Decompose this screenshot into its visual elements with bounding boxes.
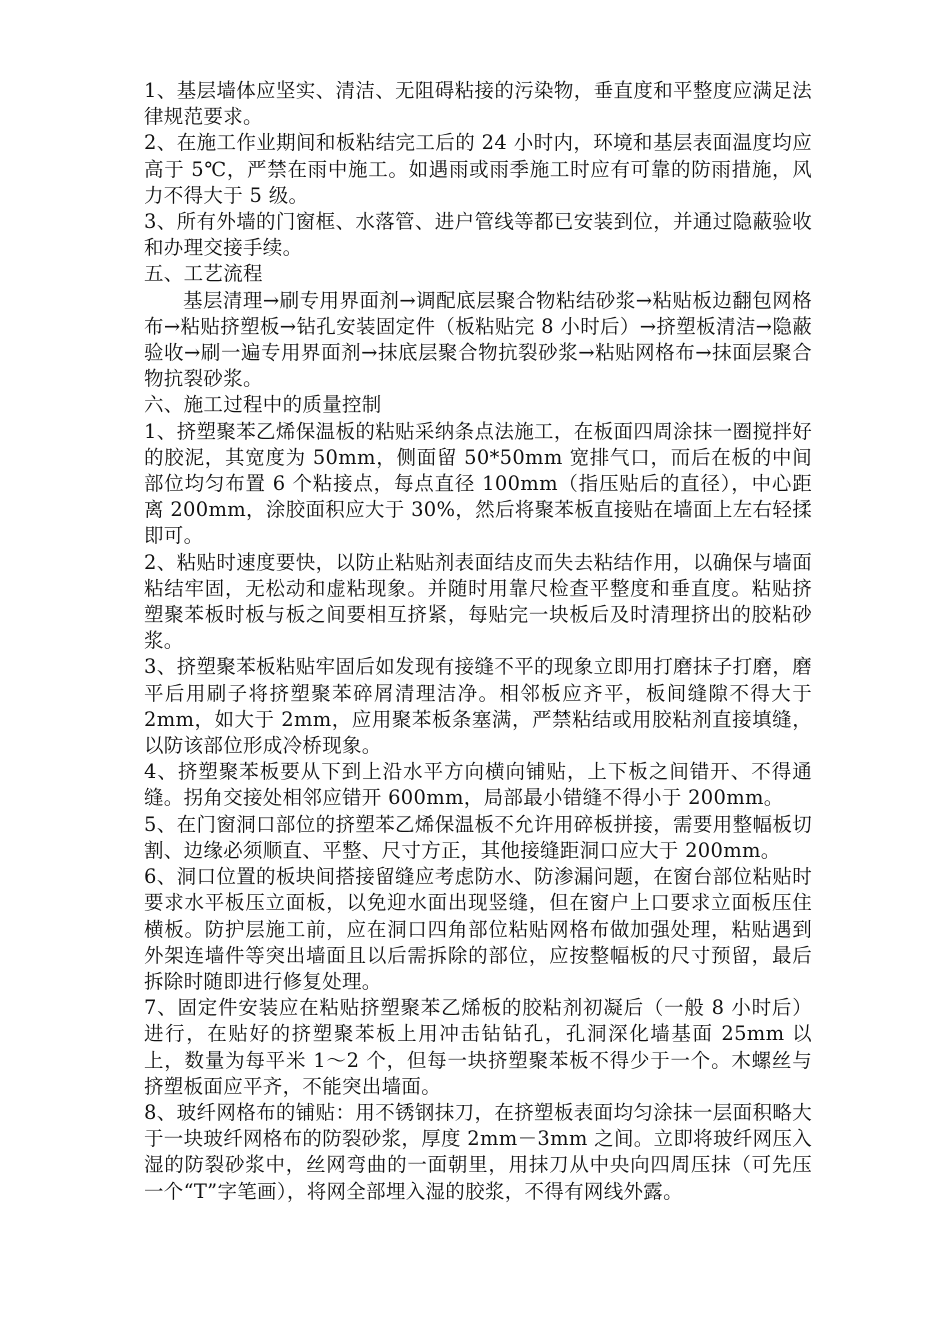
quality-item-7: 7、固定件安装应在粘贴挤塑聚苯乙烯板的胶粘剂初凝后（一般 8 小时后）进行，在贴好的挤塑聚苯板上用冲击钻钻孔，孔洞深化墙基面 25mm 以上，数量为每平米 1～2 个，但每一块挤塑聚苯板不得少于一个。木螺丝与挤塑板面应平齐，不能突出墙面。 [144, 996, 812, 1098]
quality-item-1: 1、挤塑聚苯乙烯保温板的粘贴采纳条点法施工，在板面四周涂抹一圈搅拌好的胶泥，其宽度为 50mm，侧面留 50*50mm 宽排气口，而后在板的中间部位均匀布置 6 个粘接点，每点直径 100mm（指压贴后的直径），中心距离 200mm，涂胶面积应大于 30%，然后将聚苯板直接贴在墙面上左右轻揉即可。 [144, 419, 812, 548]
requirement-item-2: 2、在施工作业期间和板粘结完工后的 24 小时内，环境和基层表面温度均应高于 5℃，严禁在雨中施工。如遇雨或雨季施工时应有可靠的防雨措施，风力不得大于 5 级。 [144, 131, 812, 207]
quality-item-8: 8、玻纤网格布的铺贴：用不锈钢抹刀，在挤塑板表面均匀涂抹一层面积略大于一块玻纤网格布的防裂砂浆，厚度 2mm－3mm 之间。立即将玻纤网压入湿的防裂砂浆中，丝网弯曲的一面朝里，用抹刀从中央向四周压抹（可先压一个“T”字笔画），将网全部埋入湿的胶浆，不得有网线外露。 [144, 1100, 812, 1203]
requirement-item-3: 3、所有外墙的门窗框、水落管、进户管线等都已安装到位，并通过隐蔽验收和办理交接手续。 [144, 210, 812, 260]
quality-item-4: 4、挤塑聚苯板要从下到上沿水平方向横向铺贴，上下板之间错开、不得通缝。拐角交接处相邻应错开 600mm，局部最小错缝不得小于 200mm。 [144, 760, 812, 810]
section-heading-process-flow: 五、工艺流程 [144, 262, 263, 286]
requirement-item-1: 1、基层墙体应坚实、清洁、无阻碍粘接的污染物，垂直度和平整度应满足法律规范要求。 [144, 79, 812, 129]
quality-item-5: 5、在门窗洞口部位的挤塑苯乙烯保温板不允许用碎板拼接，需要用整幅板切割、边缘必须顺直、平整、尺寸方正，其他接缝距洞口应大于 200mm。 [144, 812, 812, 862]
quality-item-2: 2、粘贴时速度要快，以防止粘贴剂表面结皮而失去粘结作用，以确保与墙面粘结牢固，无松动和虚粘现象。并随时用靠尺检查平整度和垂直度。粘贴挤塑聚苯板时板与板之间要相互挤紧，每贴完一块板后及时清理挤出的胶粘砂浆。 [144, 550, 812, 653]
quality-item-6: 6、洞口位置的板块间搭接留缝应考虑防水、防渗漏问题，在窗台部位粘贴时要求水平板压立面板，以免迎水面出现竖缝，但在窗户上口要求立面板压住横板。防护层施工前，应在洞口四角部位粘贴网格布做加强处理，粘贴遇到外架连墙件等突出墙面且以后需拆除的部位，应按整幅板的尺寸预留，最后拆除时随即进行修复处理。 [144, 865, 812, 993]
document-body [144, 78, 812, 1205]
section-heading-quality-control: 六、施工过程中的质量控制 [144, 393, 382, 417]
process-flow-text: 基层清理→刷专用界面剂→调配底层聚合物粘结砂浆→粘贴板边翻包网格布→粘贴挤塑板→钻孔安装固定件（板粘贴完 8 小时后）→挤塑板清洁→隐蔽验收→刷一遍专用界面剂→抹底层聚合物抗裂砂浆→粘贴网格布→抹面层聚合物抗裂砂浆。 [144, 288, 812, 391]
quality-item-3: 3、挤塑聚苯板粘贴牢固后如发现有接缝不平的现象立即用打磨抹子打磨，磨平后用刷子将挤塑聚苯碎屑清理洁净。相邻板应齐平，板间缝隙不得大于 2mm，如大于 2mm，应用聚苯板条塞满，严禁粘结或用胶粘剂直接填缝，以防该部位形成冷桥现象。 [144, 655, 812, 758]
